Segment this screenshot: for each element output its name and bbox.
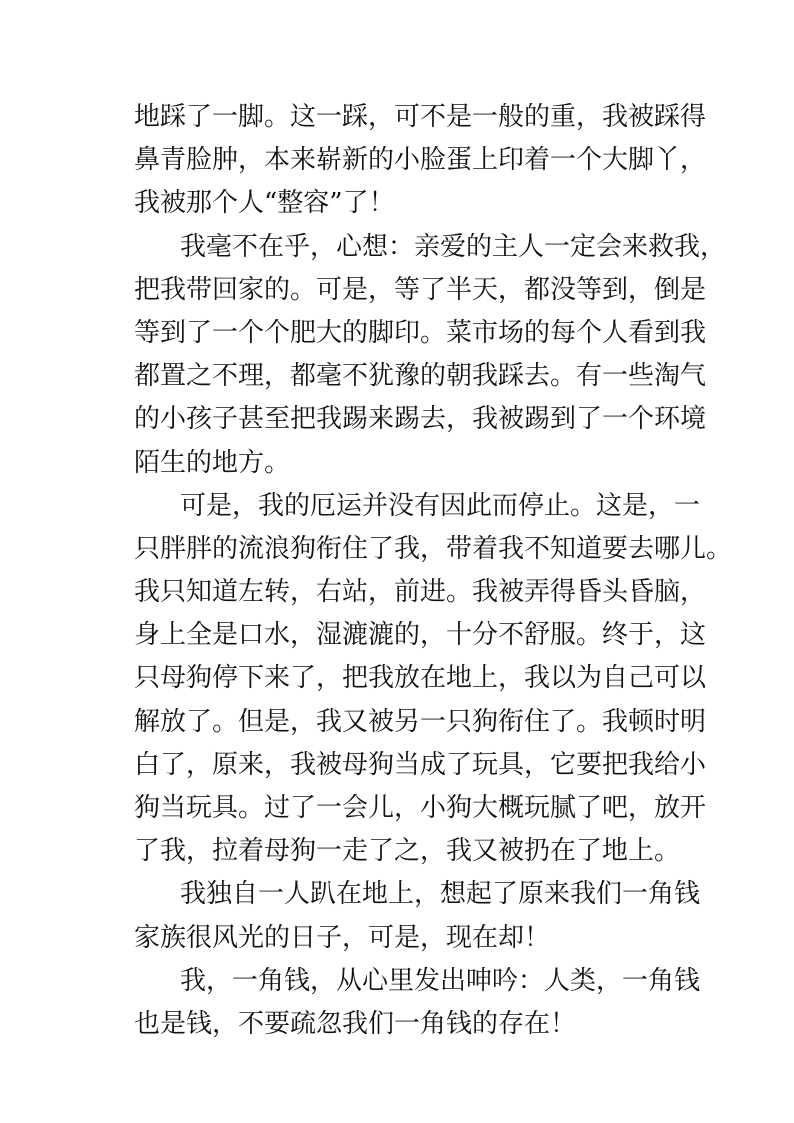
text-line: 我独自一人趴在地上，想起了原来我们一角钱 — [180, 879, 701, 910]
text-line: 我只知道左转，右站，前进。我被弄得昏头昏脑， — [134, 577, 707, 608]
body-text — [134, 96, 733, 1046]
text-line: 我被那个人“整容”了！ — [134, 188, 395, 219]
text-line: 也是钱，不要疏忽我们一角钱的存在！ — [134, 1008, 577, 1039]
text-line: 只母狗停下来了，把我放在地上，我以为自己可以 — [134, 663, 707, 694]
text-line: 了我，拉着母狗一走了之，我又被扔在了地上。 — [134, 836, 681, 867]
text-line: 等到了一个个肥大的脚印。菜市场的每个人看到我 — [134, 317, 707, 348]
text-line: 地踩了一脚。这一踩，可不是一般的重，我被踩得 — [134, 102, 707, 132]
text-line: 我，一角钱，从心里发出呻吟：人类，一角钱 — [180, 965, 701, 996]
text-line: 鼻青脸肿，本来崭新的小脸蛋上印着一个大脚丫， — [134, 145, 707, 176]
text-line: 的小孩子甚至把我踢来踢去，我被踢到了一个环境 — [134, 404, 707, 435]
text-line: 陌生的地方。 — [134, 447, 291, 478]
text-line: 把我带回家的。可是，等了半天，都没等到，倒是 — [134, 274, 707, 305]
text-line: 都置之不理，都毫不犹豫的朝我踩去。有一些淘气 — [134, 361, 707, 392]
text-line: 可是，我的厄运并没有因此而停止。这是，一 — [180, 490, 701, 521]
text-line: 解放了。但是，我又被另一只狗衔住了。我顿时明 — [134, 706, 707, 737]
text-line: 狗当玩具。过了一会儿，小狗大概玩腻了吧，放开 — [134, 793, 707, 823]
text-line: 只胖胖的流浪狗衔住了我，带着我不知道要去哪儿。 — [134, 533, 733, 564]
text-line: 家族很风光的日子，可是，现在却！ — [134, 922, 551, 953]
text-line: 身上全是口水，湿漉漉的，十分不舒服。终于，这 — [134, 620, 707, 651]
text-line: 我毫不在乎，心想：亲爱的主人一定会来救我， — [180, 231, 727, 262]
text-line: 白了，原来，我被母狗当成了玩具，它要把我给小 — [134, 749, 707, 780]
